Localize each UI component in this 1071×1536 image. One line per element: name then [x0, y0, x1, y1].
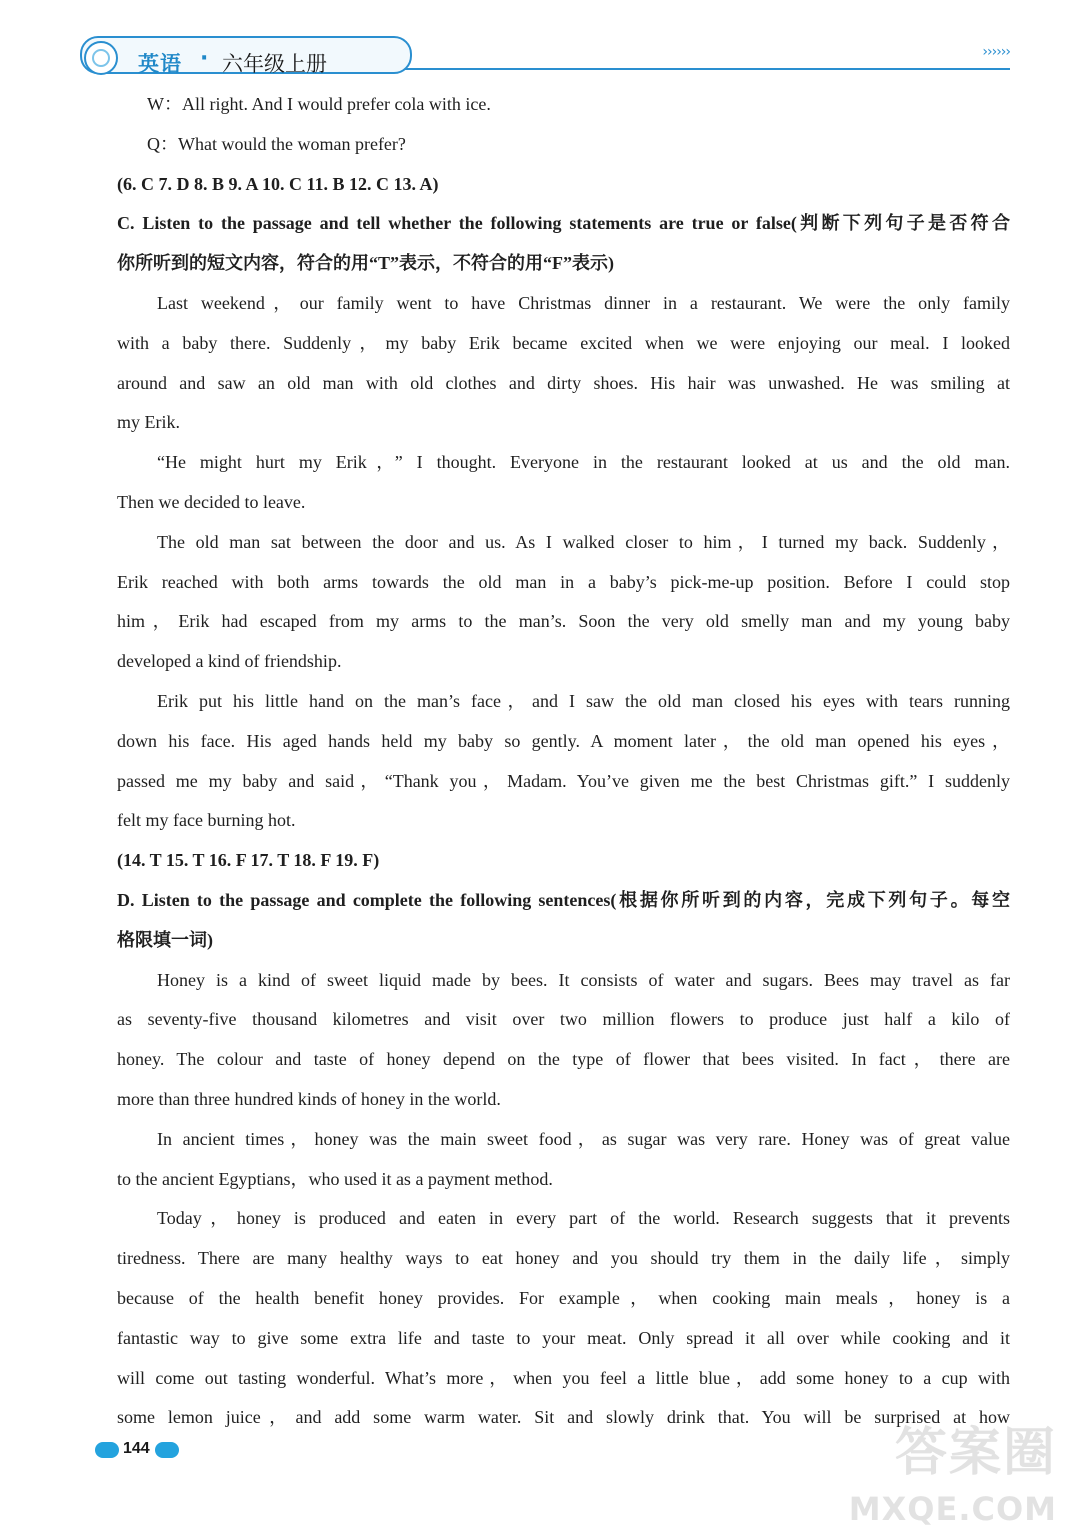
text-line: down his face. His aged hands held my baby so gently. A moment later，the old man opened his eyes，: [117, 730, 1010, 751]
text-line: Erik put his little hand on the man’s face，and I saw the old man closed his eyes with tears running: [157, 690, 1010, 711]
page-number: 144: [123, 1440, 150, 1457]
watermark-logo: 答案圈: [894, 1423, 1057, 1483]
page-content: [117, 85, 1010, 1438]
watermark-url: MXQE.COM: [848, 1490, 1057, 1528]
text-line: (6. C 7. D 8. B 9. A 10. C 11. B 12. C 13. A): [117, 173, 439, 194]
text-line: passed me my baby and said，“Thank you，Madam. You’ve given me the best Christmas gift.” I suddenly: [117, 770, 1010, 791]
text-line: developed a kind of friendship.: [117, 651, 342, 672]
text-line: honey. The colour and taste of honey depend on the type of flower that bees visited. In fact，there are: [117, 1049, 1010, 1070]
text-line: The old man sat between the door and us. As I walked closer to him，I turned my back. Suddenly，: [157, 531, 1010, 552]
text-line: Last weekend，our family went to have Christmas dinner in a restaurant. We were the only family: [157, 292, 1010, 313]
text-line: C. Listen to the passage and tell whether the following statements are true or false(判断下列句子是否符合: [117, 213, 1010, 234]
text-line: him，Erik had escaped from my arms to the man’s. Soon the very old smelly man and my young baby: [117, 611, 1010, 632]
text-line: Then we decided to leave.: [117, 491, 306, 512]
text-line: (14. T 15. T 16. F 17. T 18. F 19. F): [117, 850, 380, 871]
header-separator: ·: [200, 46, 209, 71]
text-line: 格限填一词): [117, 929, 213, 950]
text-line: as seventy-five thousand kilometres and visit over two million flowers to produce just half a kilo of: [117, 1009, 1010, 1030]
watermark: [848, 1410, 1057, 1530]
magnifier-icon: [84, 41, 118, 75]
text-line: Today，honey is produced and eaten in every part of the world. Research suggests that it prevents: [157, 1208, 1010, 1229]
text-line: more than three hundred kinds of honey in the world.: [117, 1088, 501, 1109]
text-line: Erik reached with both arms towards the old man in a baby’s pick-me-up position. Before I could stop: [117, 571, 1010, 592]
text-line: fantastic way to give some extra life and taste to your meat. Only spread it all over while cooking and it: [117, 1327, 1010, 1348]
text-line: my Erik.: [117, 412, 180, 433]
text-line: because of the health benefit honey provides. For example，when cooking main meals，honey is a: [117, 1287, 1010, 1308]
text-line: W：All right. And I would prefer cola with ice.: [147, 94, 491, 114]
text-line: felt my face burning hot.: [117, 810, 296, 831]
text-line: around and saw an old man with old clothes and dirty shoes. His hair was unwashed. He was smiling at: [117, 372, 1010, 393]
chevrons-icon: ››››››: [982, 44, 1010, 60]
page-header: [80, 30, 1020, 80]
header-rule: [380, 68, 1010, 70]
grade-label: 六年级上册: [222, 52, 327, 76]
text-line: will come out tasting wonderful. What’s more，when you feel a little blue，add some honey to a cup with: [117, 1367, 1010, 1388]
page-footer: [95, 1438, 215, 1468]
header-tab: [80, 36, 412, 74]
text-line: 你所听到的短文内容，符合的用“T”表示，不符合的用“F”表示): [117, 253, 614, 274]
text-line: Q：What would the woman prefer?: [147, 133, 406, 154]
text-line: tiredness. There are many healthy ways to eat honey and you should try them in the daily life，simply: [117, 1248, 1010, 1269]
text-line: to the ancient Egyptians，who used it as a payment method.: [117, 1168, 553, 1189]
footer-pill-right-icon: [155, 1442, 179, 1458]
text-line: some lemon juice，and add some warm water. Sit and slowly drink that. You will be surprised at how: [117, 1407, 1010, 1428]
text-line: “He might hurt my Erik，” I thought. Everyone in the restaurant looked at us and the old man.: [157, 452, 1010, 473]
text-line: In ancient times，honey was the main sweet food，as sugar was very rare. Honey was of great value: [157, 1128, 1010, 1149]
text-line: with a baby there. Suddenly，my baby Erik became excited when we were enjoying our meal. I looked: [117, 332, 1010, 353]
text-line: D. Listen to the passage and complete the following sentences(根据你所听到的内容，完成下列句子。每空: [117, 889, 1010, 910]
footer-pill-left-icon: [95, 1442, 119, 1458]
subject-label: 英语: [138, 52, 182, 76]
text-line: Honey is a kind of sweet liquid made by bees. It consists of water and sugars. Bees may travel as far: [157, 969, 1010, 990]
